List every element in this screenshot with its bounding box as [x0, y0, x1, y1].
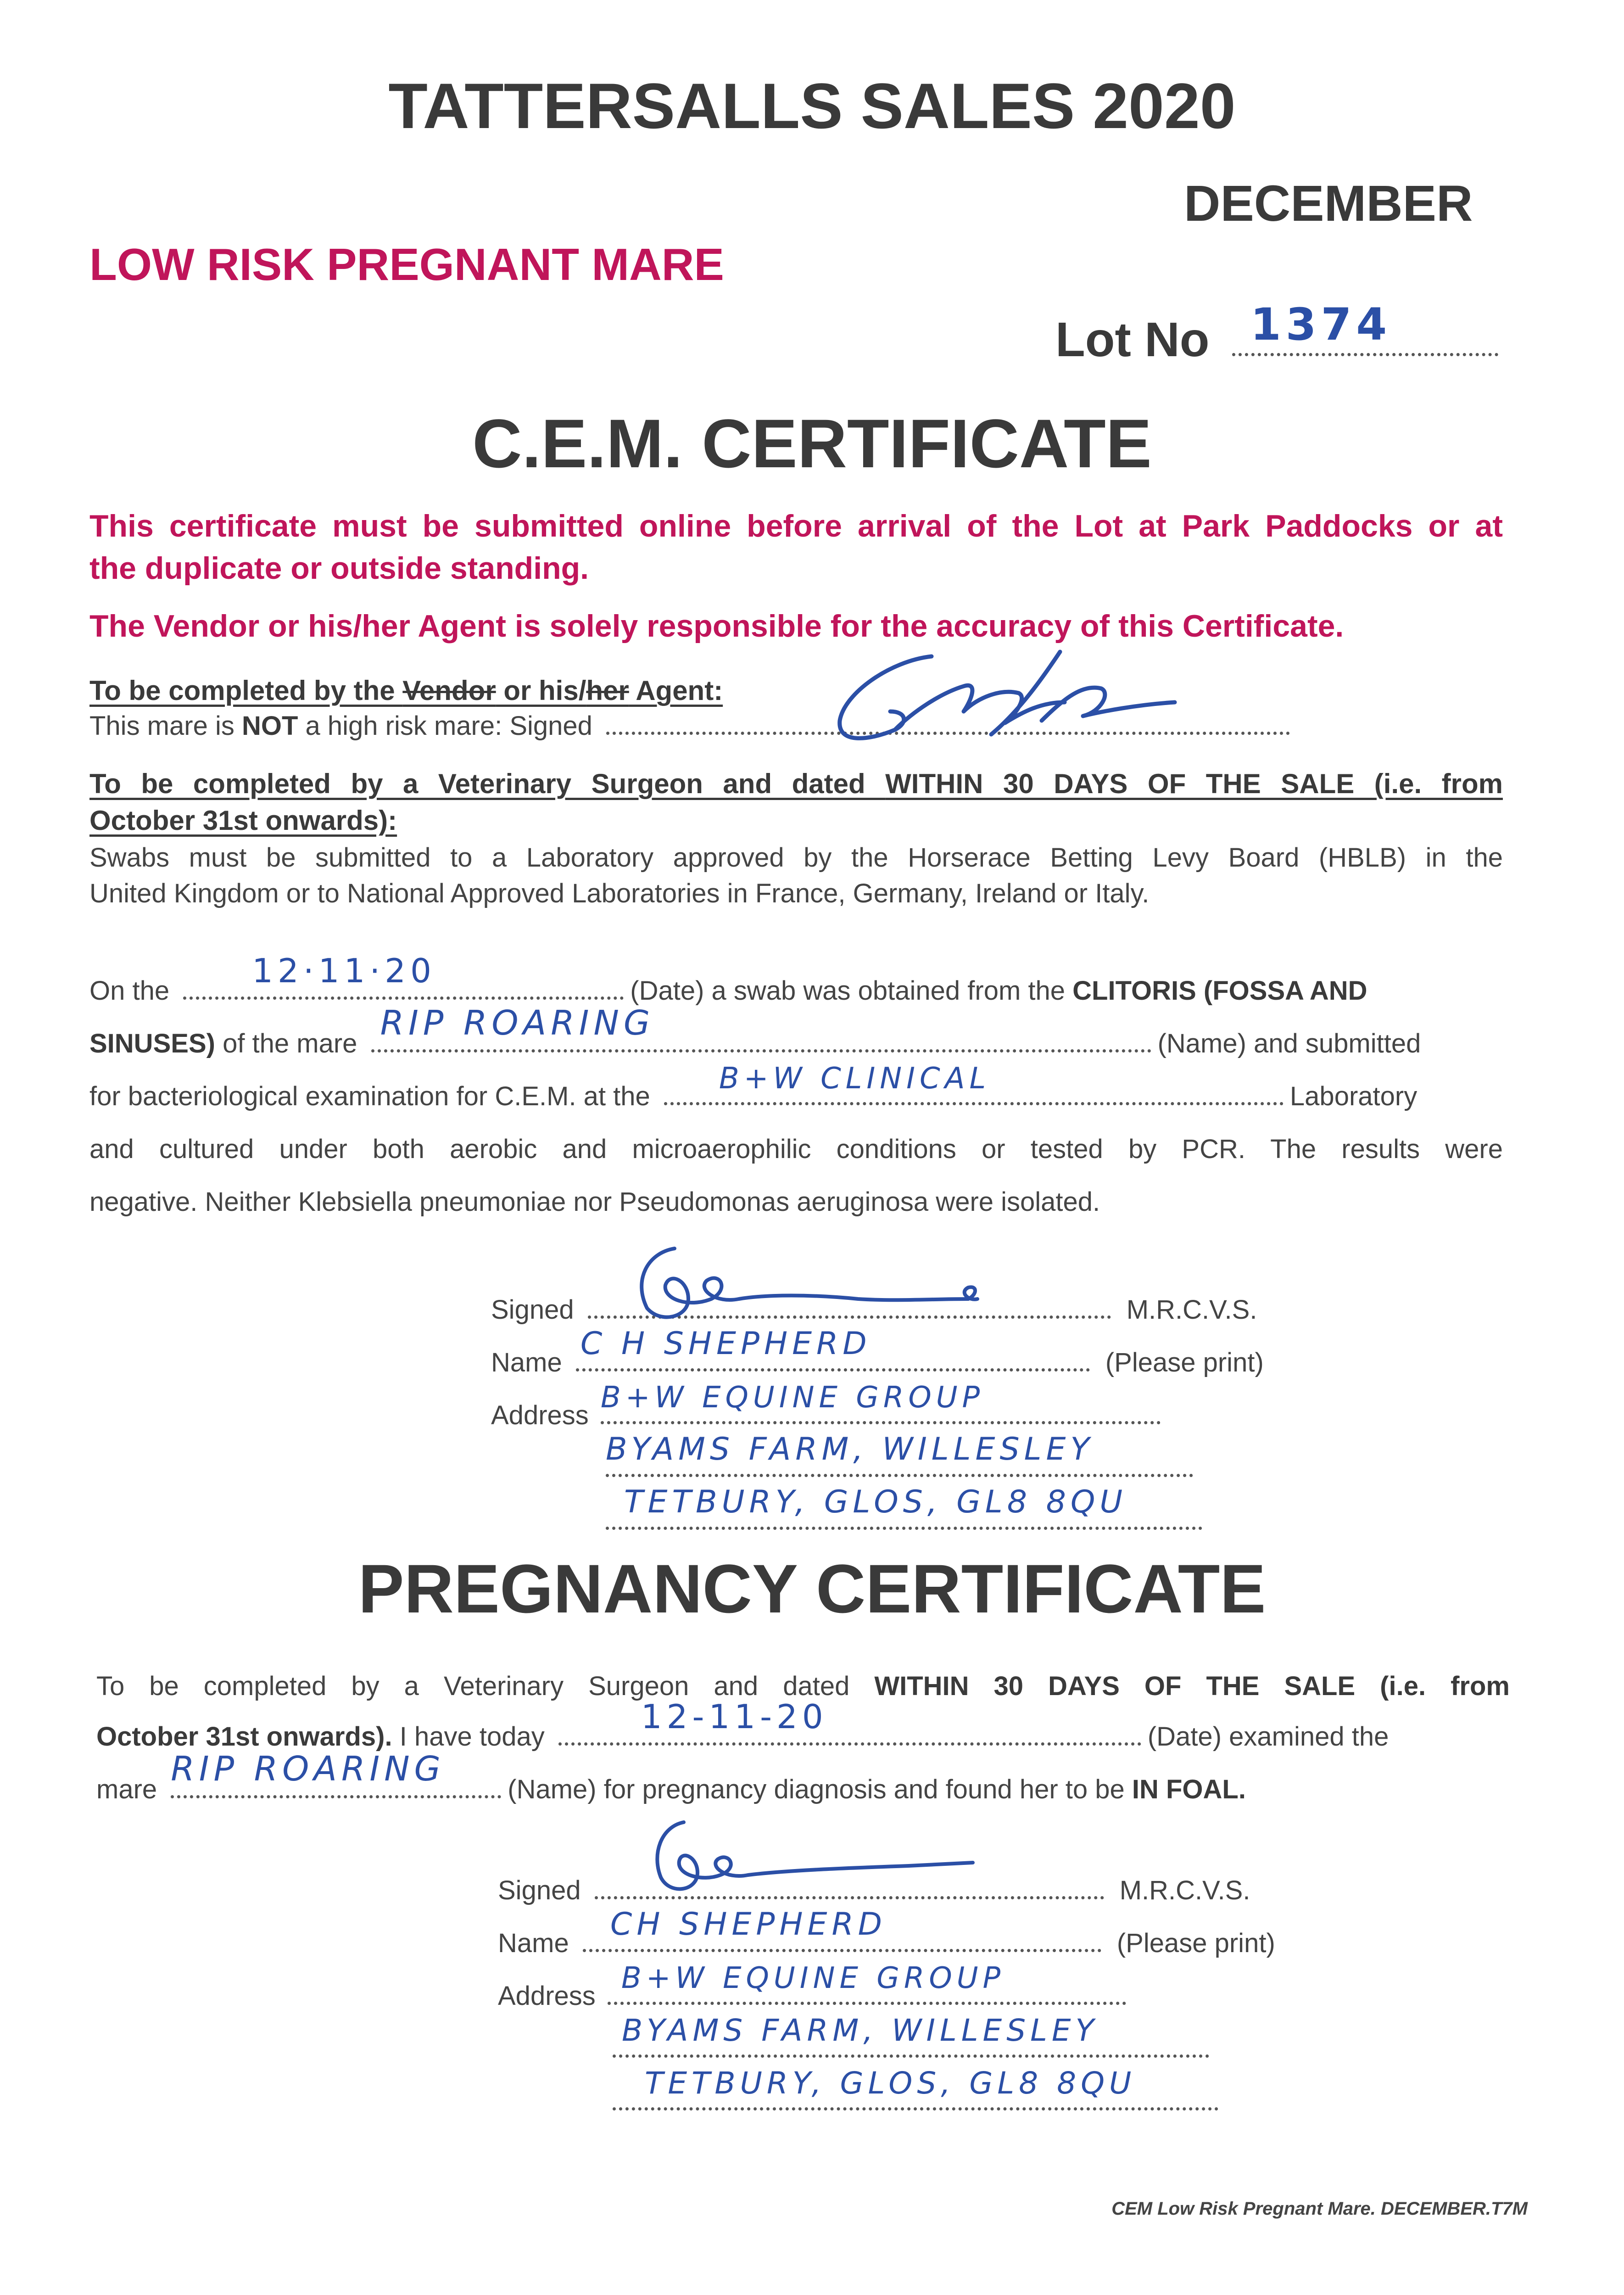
- vet-heading-line1: To be completed by a Veterinary Surgeon and dated WITHIN 30 DAYS OF THE SALE (i.e. from: [89, 768, 1503, 799]
- cem-address-value3: TETBURY, GLOS, GL8 8QU: [624, 1484, 1127, 1520]
- lot-number-field: [1055, 299, 1498, 368]
- mare-name-line: SINUSES) of the mare RIP ROARING (Name) and submitted: [89, 1003, 1421, 1058]
- responsibility-notice: The Vendor or his/her Agent is solely responsible for the accuracy of this Certificate.: [89, 609, 1344, 644]
- cem-vet-name-value: C H SHEPHERD: [580, 1326, 871, 1362]
- submission-notice-line1: This certificate must be submitted online before arrival of the Lot at Park Paddocks or at: [89, 509, 1503, 543]
- results-line: and cultured under both aerobic and microaerophilic conditions or tested by PCR. The results were: [89, 1134, 1503, 1164]
- vendor-signature: [826, 643, 1239, 753]
- isolation-line: negative. Neither Klebsiella pneumoniae nor Pseudomonas aeruginosa were isolated.: [89, 1187, 1100, 1217]
- pregnancy-address-line1: Address B+W EQUINE GROUP: [498, 1981, 1126, 2011]
- cem-signed-line: Signed M.R.C.V.S.: [491, 1295, 1257, 1325]
- cem-certificate-title: C.E.M. CERTIFICATE: [472, 405, 1152, 482]
- swab-date-value: 12·11·20: [252, 952, 436, 990]
- cem-mare-name-value: RIP ROARING: [380, 1003, 655, 1043]
- pregnancy-mare-name-value: RIP ROARING: [171, 1749, 445, 1789]
- swab-requirement: Swabs must be submitted to a Laboratory approved by the Horserace Betting Levy Board (HBLB) in the United Kingdom or to National Approved Laboratories in France, Germany, Ireland or Italy.: [89, 843, 1503, 908]
- footer-reference: CEM Low Risk Pregnant Mare. DECEMBER.T7M: [1111, 2199, 1528, 2219]
- swab-date-line: On the 12·11·20 (Date) a swab was obtained from the CLITORIS (FOSSA AND: [89, 952, 1367, 1006]
- pregnancy-line3: mare RIP ROARING (Name) for pregnancy diagnosis and found her to be IN FOAL.: [96, 1749, 1246, 1804]
- vendor-statement: This mare is NOT a high risk mare: Signed: [89, 711, 1290, 741]
- pregnancy-address-value3: TETBURY, GLOS, GL8 8QU: [645, 2066, 1136, 2101]
- laboratory-line: for bacteriological examination for C.E.M. at the B+W CLINICAL Laboratory: [89, 1062, 1418, 1111]
- lot-label: Lot No: [1055, 313, 1210, 367]
- laboratory-value: B+W CLINICAL: [719, 1062, 991, 1096]
- cem-address-value2: BYAMS FARM, WILLESLEY: [606, 1431, 1094, 1467]
- pregnancy-name-line: Name CH SHEPHERD (Please print): [498, 1906, 1275, 1958]
- pregnancy-signed-line: Signed M.R.C.V.S.: [498, 1875, 1250, 1905]
- pregnancy-line1: To be completed by a Veterinary Surgeon and dated WITHIN 30 DAYS OF THE SALE (i.e. from: [96, 1671, 1510, 1701]
- submission-notice-line2: the duplicate or outside standing.: [89, 551, 589, 586]
- pregnancy-address-value1: B+W EQUINE GROUP: [621, 1961, 1005, 1995]
- cem-vet-signature: [619, 1230, 996, 1331]
- page-title: TATTERSALLS SALES 2020: [388, 70, 1236, 142]
- pregnancy-line2: October 31st onwards). I have today 12-11-20 (Date) examined the: [96, 1697, 1389, 1752]
- cem-address-value1: B+W EQUINE GROUP: [600, 1381, 985, 1415]
- vet-heading-line2: October 31st onwards):: [89, 805, 397, 836]
- pregnancy-address-line3: [613, 2066, 1218, 2117]
- sale-month: DECEMBER: [1184, 175, 1473, 232]
- cem-address-line1: Address B+W EQUINE GROUP: [491, 1400, 1161, 1431]
- submission-notice: [89, 505, 1503, 589]
- lot-number-value: 1374: [1250, 299, 1392, 350]
- cem-address-line3: [606, 1484, 1202, 1536]
- pregnancy-address-line2: [613, 2013, 1209, 2064]
- pregnancy-date-value: 12-11-20: [641, 1697, 828, 1736]
- pregnancy-address-value2: BYAMS FARM, WILLESLEY: [622, 2013, 1099, 2048]
- vendor-heading: To be completed by the Vendor or his/her Agent:: [89, 675, 723, 706]
- cem-address-line2: [606, 1431, 1193, 1483]
- category-label: LOW RISK PREGNANT MARE: [89, 239, 724, 290]
- vet-heading: [89, 766, 1503, 839]
- pregnancy-vet-name-value: CH SHEPHERD: [610, 1906, 887, 1942]
- pregnancy-certificate-title: PREGNANCY CERTIFICATE: [358, 1550, 1266, 1627]
- pregnancy-vet-signature: [633, 1808, 982, 1905]
- cem-name-line: Name C H SHEPHERD (Please print): [491, 1326, 1264, 1377]
